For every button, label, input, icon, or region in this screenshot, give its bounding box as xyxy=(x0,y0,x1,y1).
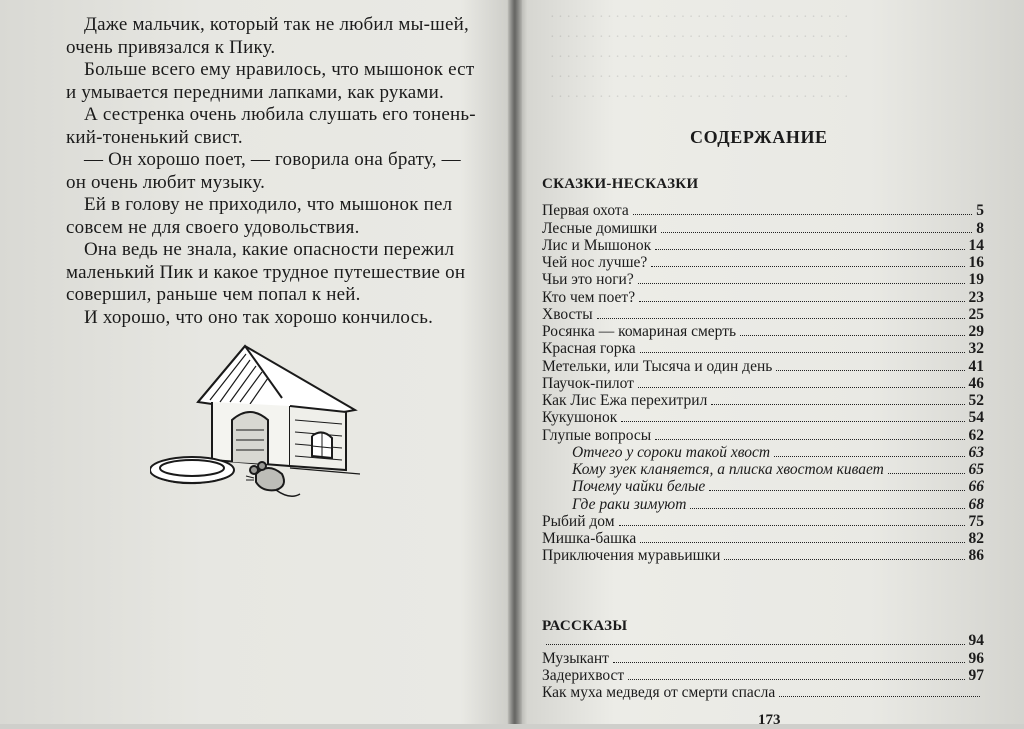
toc-entry xyxy=(542,237,984,254)
toc-entry-title: Почему чайки белые xyxy=(572,478,706,496)
toc-entry xyxy=(542,271,984,288)
toc-entry-page: 41 xyxy=(968,357,984,375)
toc-entry xyxy=(542,684,984,701)
right-page xyxy=(520,0,1024,728)
toc-entry-page: 66 xyxy=(968,478,984,496)
leader-dots xyxy=(638,282,965,284)
leader-dots xyxy=(709,489,964,491)
section-heading: СКАЗКИ-НЕСКАЗКИ xyxy=(542,176,699,192)
leader-dots xyxy=(638,386,965,388)
story-text xyxy=(66,14,476,329)
toc-entry xyxy=(542,649,984,666)
toc-entry-title: Рыбий дом xyxy=(542,512,615,530)
toc-entry xyxy=(542,409,984,426)
toc-entry-title: Отчего у сороки такой хвост xyxy=(572,443,771,461)
leader-dots xyxy=(655,438,964,440)
toc-entry-title: Кому зуек кланяется, а плиска хвостом кивает xyxy=(572,461,884,478)
toc-entry-page: 46 xyxy=(968,374,984,392)
leader-dots xyxy=(633,213,973,215)
toc-entry xyxy=(542,306,984,323)
toc-entry-title: Росянка — комариная смерть xyxy=(542,323,737,340)
toc-entry xyxy=(542,667,984,684)
toc-entry-title: Чьи это ноги? xyxy=(542,271,634,289)
toc-entry-page: 14 xyxy=(968,236,984,254)
toc-entry-page: 23 xyxy=(968,288,984,306)
toc-entry-page: 16 xyxy=(968,254,984,271)
leader-dots xyxy=(655,248,964,250)
toc-entry-title: Как Лис Ежа перехитрил xyxy=(542,392,708,409)
leader-dots xyxy=(640,351,965,353)
leader-dots xyxy=(711,403,964,405)
toc-entry-page: 75 xyxy=(968,512,984,530)
leader-dots xyxy=(779,695,980,697)
paragraph: Больше всего ему нравилось, что мышонок ест и умывается передними лапками, как руками. xyxy=(66,59,475,103)
leader-dots xyxy=(639,300,964,302)
leader-dots xyxy=(640,541,964,543)
bleed-through-text: · · · · · · · · · · · · · · · · · · · · · · · · · · · · · · · · · · · · · · · · · · · · · · · · · · · · · · · · · · · · · · · · · · · · · · · · · · · · · · · · · · · · · · · · · · · · · · · · · · · · · · · · · · · · · · · · · · · · · · · · · · · · · · · · · · · · · · · · · · · · · · · · · · · · · · · · · · · · · · · · · · · · · · · · · · · · · · · · · · · · · · · · · xyxy=(550,10,849,105)
leader-dots xyxy=(661,231,972,233)
section-heading: РАССКАЗЫ xyxy=(542,618,628,634)
leader-dots xyxy=(724,558,964,560)
toc-entry xyxy=(542,323,984,340)
contents-title: СОДЕРЖАНИЕ xyxy=(690,127,828,147)
toc-entry xyxy=(542,495,984,512)
toc-entry-page: 25 xyxy=(968,305,984,323)
leader-dots xyxy=(888,472,965,474)
toc-entry-title: Метельки, или Тысяча и один день xyxy=(542,357,773,375)
paragraph: Ей в голову не приходило, что мышонок пел совсем не для своего удовольствия. xyxy=(66,194,453,238)
toc-entry-title: Глупые вопросы xyxy=(542,426,652,444)
house-and-mouse-illustration xyxy=(150,340,370,520)
toc-entry-title: Первая охота xyxy=(542,202,629,220)
toc-entry-title: Лесные домишки xyxy=(542,219,658,237)
toc-entry xyxy=(542,547,984,564)
toc-list xyxy=(542,632,984,701)
leader-dots xyxy=(690,507,964,509)
toc-entry-page: 32 xyxy=(968,340,984,358)
toc-entry-page: 5 xyxy=(976,202,984,220)
toc-entry xyxy=(542,478,984,495)
toc-entry-title: Кто чем поет? xyxy=(542,288,636,306)
toc-entry xyxy=(542,219,984,236)
toc-entry-page: 63 xyxy=(968,443,984,461)
toc-entry-page: 19 xyxy=(968,271,984,289)
leader-dots xyxy=(776,369,964,371)
leader-dots xyxy=(651,265,964,267)
toc-entry-title: Мишка-башка xyxy=(542,530,637,547)
paragraph: А сестренка очень любила слушать его тонень-кий-тоненький свист. xyxy=(66,104,476,148)
toc-entry xyxy=(542,375,984,392)
toc-entry xyxy=(542,530,984,547)
toc-entry xyxy=(542,392,984,409)
toc-entry-page: 68 xyxy=(968,495,984,513)
toc-entry-title: Кукушонок xyxy=(542,409,618,427)
toc-entry xyxy=(542,340,984,357)
toc-entry-title: Музыкант xyxy=(542,649,609,667)
paragraph: — Он хорошо поет, — говорила она брату, — он очень любит музыку. xyxy=(66,149,461,193)
toc-entry xyxy=(542,254,984,271)
toc-entry xyxy=(542,513,984,530)
toc-entry-title: Где раки зимуют xyxy=(572,495,687,513)
leader-dots xyxy=(740,334,964,336)
toc-entry-title: Красная горка xyxy=(542,340,636,358)
toc-entry xyxy=(542,202,984,219)
toc-list xyxy=(542,202,984,564)
leader-dots xyxy=(774,455,964,457)
toc-entry-page: 29 xyxy=(968,323,984,340)
toc-entry-title: Задерихвост xyxy=(542,666,625,684)
toc-entry-title: Паучок-пилот xyxy=(542,374,634,392)
toc-entry-page: 65 xyxy=(968,461,984,478)
toc-entry-title: Лис и Мышонок xyxy=(542,236,652,254)
toc-entry-page: 94 xyxy=(968,632,984,650)
toc-entry xyxy=(542,357,984,374)
toc-entry-page: 52 xyxy=(968,392,984,409)
toc-entry-title: Приключения муравьишки xyxy=(542,547,721,565)
paragraph: Она ведь не знала, какие опасности пережил маленький Пик и какое трудное путешествие он совершил, раньше чем попал к ней. xyxy=(66,239,466,305)
toc-entry xyxy=(542,444,984,461)
paragraph: И хорошо, что оно так хорошо кончилось. xyxy=(84,306,434,328)
toc-entry-page: 97 xyxy=(968,666,984,684)
toc-entry-title: Чей нос лучше? xyxy=(542,254,648,271)
leader-dots xyxy=(619,524,965,526)
left-page xyxy=(0,0,510,724)
leader-dots xyxy=(628,678,964,680)
toc-entry-page: 54 xyxy=(968,409,984,427)
toc-entry-page: 96 xyxy=(968,649,984,667)
toc-entry-title: Хвосты xyxy=(542,305,593,323)
leader-dots xyxy=(597,317,965,319)
toc-entry-page: 82 xyxy=(968,530,984,547)
toc-entry-page: 86 xyxy=(968,547,984,565)
toc-entry xyxy=(542,288,984,305)
leader-dots xyxy=(621,420,964,422)
leader-dots xyxy=(546,643,965,645)
page-number: 173 xyxy=(758,712,781,728)
toc-entry xyxy=(542,461,984,478)
toc-entry-page: 8 xyxy=(976,219,984,237)
toc-entry-page: 62 xyxy=(968,426,984,444)
paragraph: Даже мальчик, который так не любил мы-шей, очень привязался к Пику. xyxy=(66,14,469,58)
toc-entry xyxy=(542,426,984,443)
leader-dots xyxy=(613,661,965,663)
toc-entry xyxy=(542,632,984,649)
toc-entry-title: Как муха медведя от смерти спасла xyxy=(542,684,776,701)
